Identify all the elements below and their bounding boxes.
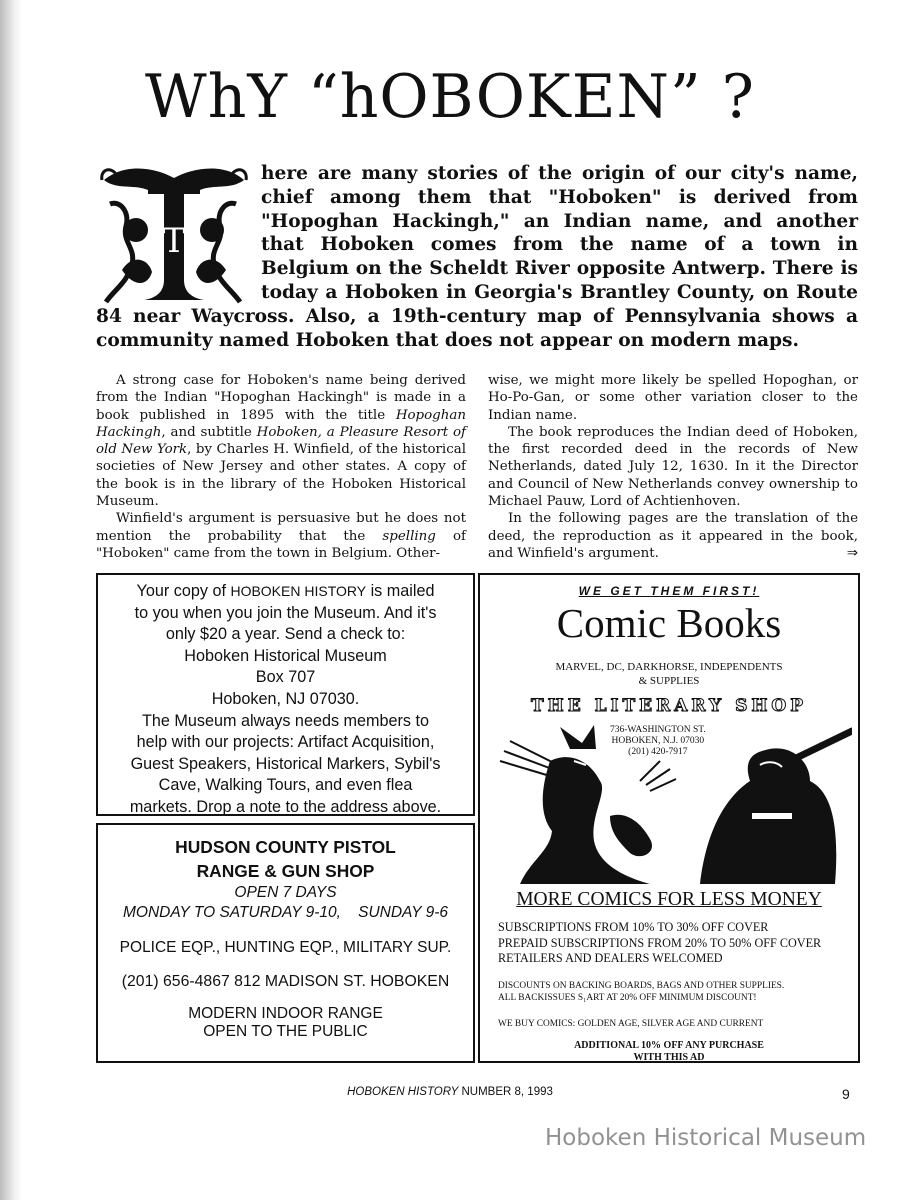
page-number: 9 xyxy=(842,1086,850,1102)
page-edge xyxy=(0,0,22,1200)
article-column-right xyxy=(488,372,858,562)
comic-shop-address: 736-WASHINGTON ST. HOBOKEN, N.J. 07030 (201) 420-7917 xyxy=(610,725,706,757)
gun-shop-address: (201) 656-4867 812 MADISON ST. HOBOKEN xyxy=(121,973,450,990)
comic-offer: ADDITIONAL 10% OFF ANY PURCHASE WITH THIS AD xyxy=(574,1040,764,1063)
article-paragraph: A strong case for Hoboken's name being derived from the Indian "Hopoghan Hackingh" is made in a book published in 1895 with the title Hopoghan Hackingh, and subtitle Hoboken, a Pleasure Resort of old New York, by Charles H. Winfield, of the historical societies of New Jersey and other states. A copy of the book is in the library of the Hoboken Historical Museum. xyxy=(96,373,466,510)
comic-discounts: DISCOUNTS ON BACKING BOARDS, BAGS AND OTHER SUPPLIES. ALL BACKISSUES S₁ART AT 20% OFF MINIMUM DISCOUNT! xyxy=(498,981,785,1003)
gun-shop-equipment: POLICE EQP., HUNTING EQP., MILITARY SUP. xyxy=(119,939,452,956)
comic-ad-title: Comic Books xyxy=(556,600,782,646)
article-column-left xyxy=(96,372,466,562)
museum-address-box: Box 707 xyxy=(255,668,316,687)
article-paragraph: The book reproduces the Indian deed of Hoboken, the first recorded deed in the records of New Netherlands, dated July 12, 1630. In it the Director and Council of New Netherlands convey ownership to Michael Pauw, Lord of Achtienhoven. xyxy=(488,424,858,510)
gun-shop-range: MODERN INDOOR RANGE xyxy=(188,1005,383,1022)
watermark: Hoboken Historical Museum xyxy=(545,1125,867,1151)
article-paragraph: Winfield's argument is persuasive but he does not mention the probability that the spelling of "Hoboken" came from the town in Belgium. Other- xyxy=(96,511,466,561)
publication-name: HOBOKEN HISTORY xyxy=(230,583,367,599)
gun-shop-name-line2: RANGE & GUN SHOP xyxy=(196,861,375,881)
comic-brands: MARVEL, DC, DARKHORSE, INDEPENDENTS & SUPPLIES xyxy=(555,661,783,687)
page-title: WhY “hOBOKEN” ? xyxy=(145,62,755,132)
comic-subscriptions: SUBSCRIPTIONS FROM 10% TO 30% OFF COVER PREPAID SUBSCRIPTIONS FROM 20% TO 50% OFF COVER RETAILERS AND DEALERS WELCOMED xyxy=(498,920,822,965)
comic-shop-ad xyxy=(478,573,860,1063)
gun-shop-range-public: OPEN TO THE PUBLIC xyxy=(203,1023,368,1040)
gun-shop-ad xyxy=(96,823,475,1063)
comic-shop-phone: (201) 420-7917 xyxy=(628,747,688,757)
comic-shop-name: THE LITERARY SHOP xyxy=(530,696,807,716)
gun-shop-open: OPEN 7 DAYS xyxy=(234,884,337,901)
page-footer: HOBOKEN HISTORY NUMBER 8, 1993 xyxy=(347,1086,553,1098)
comic-slogan: MORE COMICS FOR LESS MONEY xyxy=(516,889,822,910)
comic-tagline: WE GET THEM FIRST! xyxy=(578,584,760,598)
continue-arrow-icon: ⇒ xyxy=(846,545,858,561)
museum-membership-ad: Your copy of HOBOKEN HISTORY is mailed to you when you join the Museum. And it's only $20 a year. Send a check to: Hoboken Historical Museum Box 707 Hoboken, NJ 07030. The Museum always needs members to help with our projects: Artifact Acquisition, Guest Speakers, Historical Markers, Sybil's Cave, Walking Tours, and even flea markets. Drop a note to the address above. xyxy=(96,573,475,816)
gun-shop-name: HUDSON COUNTY PISTOL xyxy=(175,837,396,857)
museum-address-city: Hoboken, NJ 07030. xyxy=(211,689,360,708)
comic-buy-notice: WE BUY COMICS: GOLDEN AGE, SILVER AGE AND CURRENT xyxy=(498,1019,764,1029)
article-paragraph: In the following pages are the translation of the deed, the reproduction as it appeared in the book, and Winfield's argument. ⇒ xyxy=(488,511,858,561)
article-paragraph: wise, we might more likely be spelled Hopoghan, or Ho-Po-Gan, or some other variation closer to the Indian name. xyxy=(488,373,858,423)
museum-address-name: Hoboken Historical Museum xyxy=(184,646,387,665)
dropcap-letter: T xyxy=(162,221,186,261)
lead-text: here are many stories of the origin of our city's name, chief among them that "Hoboken" is derived from "Hopoghan Hackingh," an Indian name, and another that Hoboken comes from the name of a town in Belgium on the Scheldt River opposite Antwerp. There is today a Hoboken in Georgia's Brantley County, on Route 84 near Waycross. Also, a 19th-century map of Pennsylvania shows a community named Hoboken that does not appear on modern maps. xyxy=(96,163,858,351)
gun-shop-hours: MONDAY TO SATURDAY 9-10, SUNDAY 9-6 xyxy=(122,904,449,921)
lead-paragraph xyxy=(96,162,858,352)
